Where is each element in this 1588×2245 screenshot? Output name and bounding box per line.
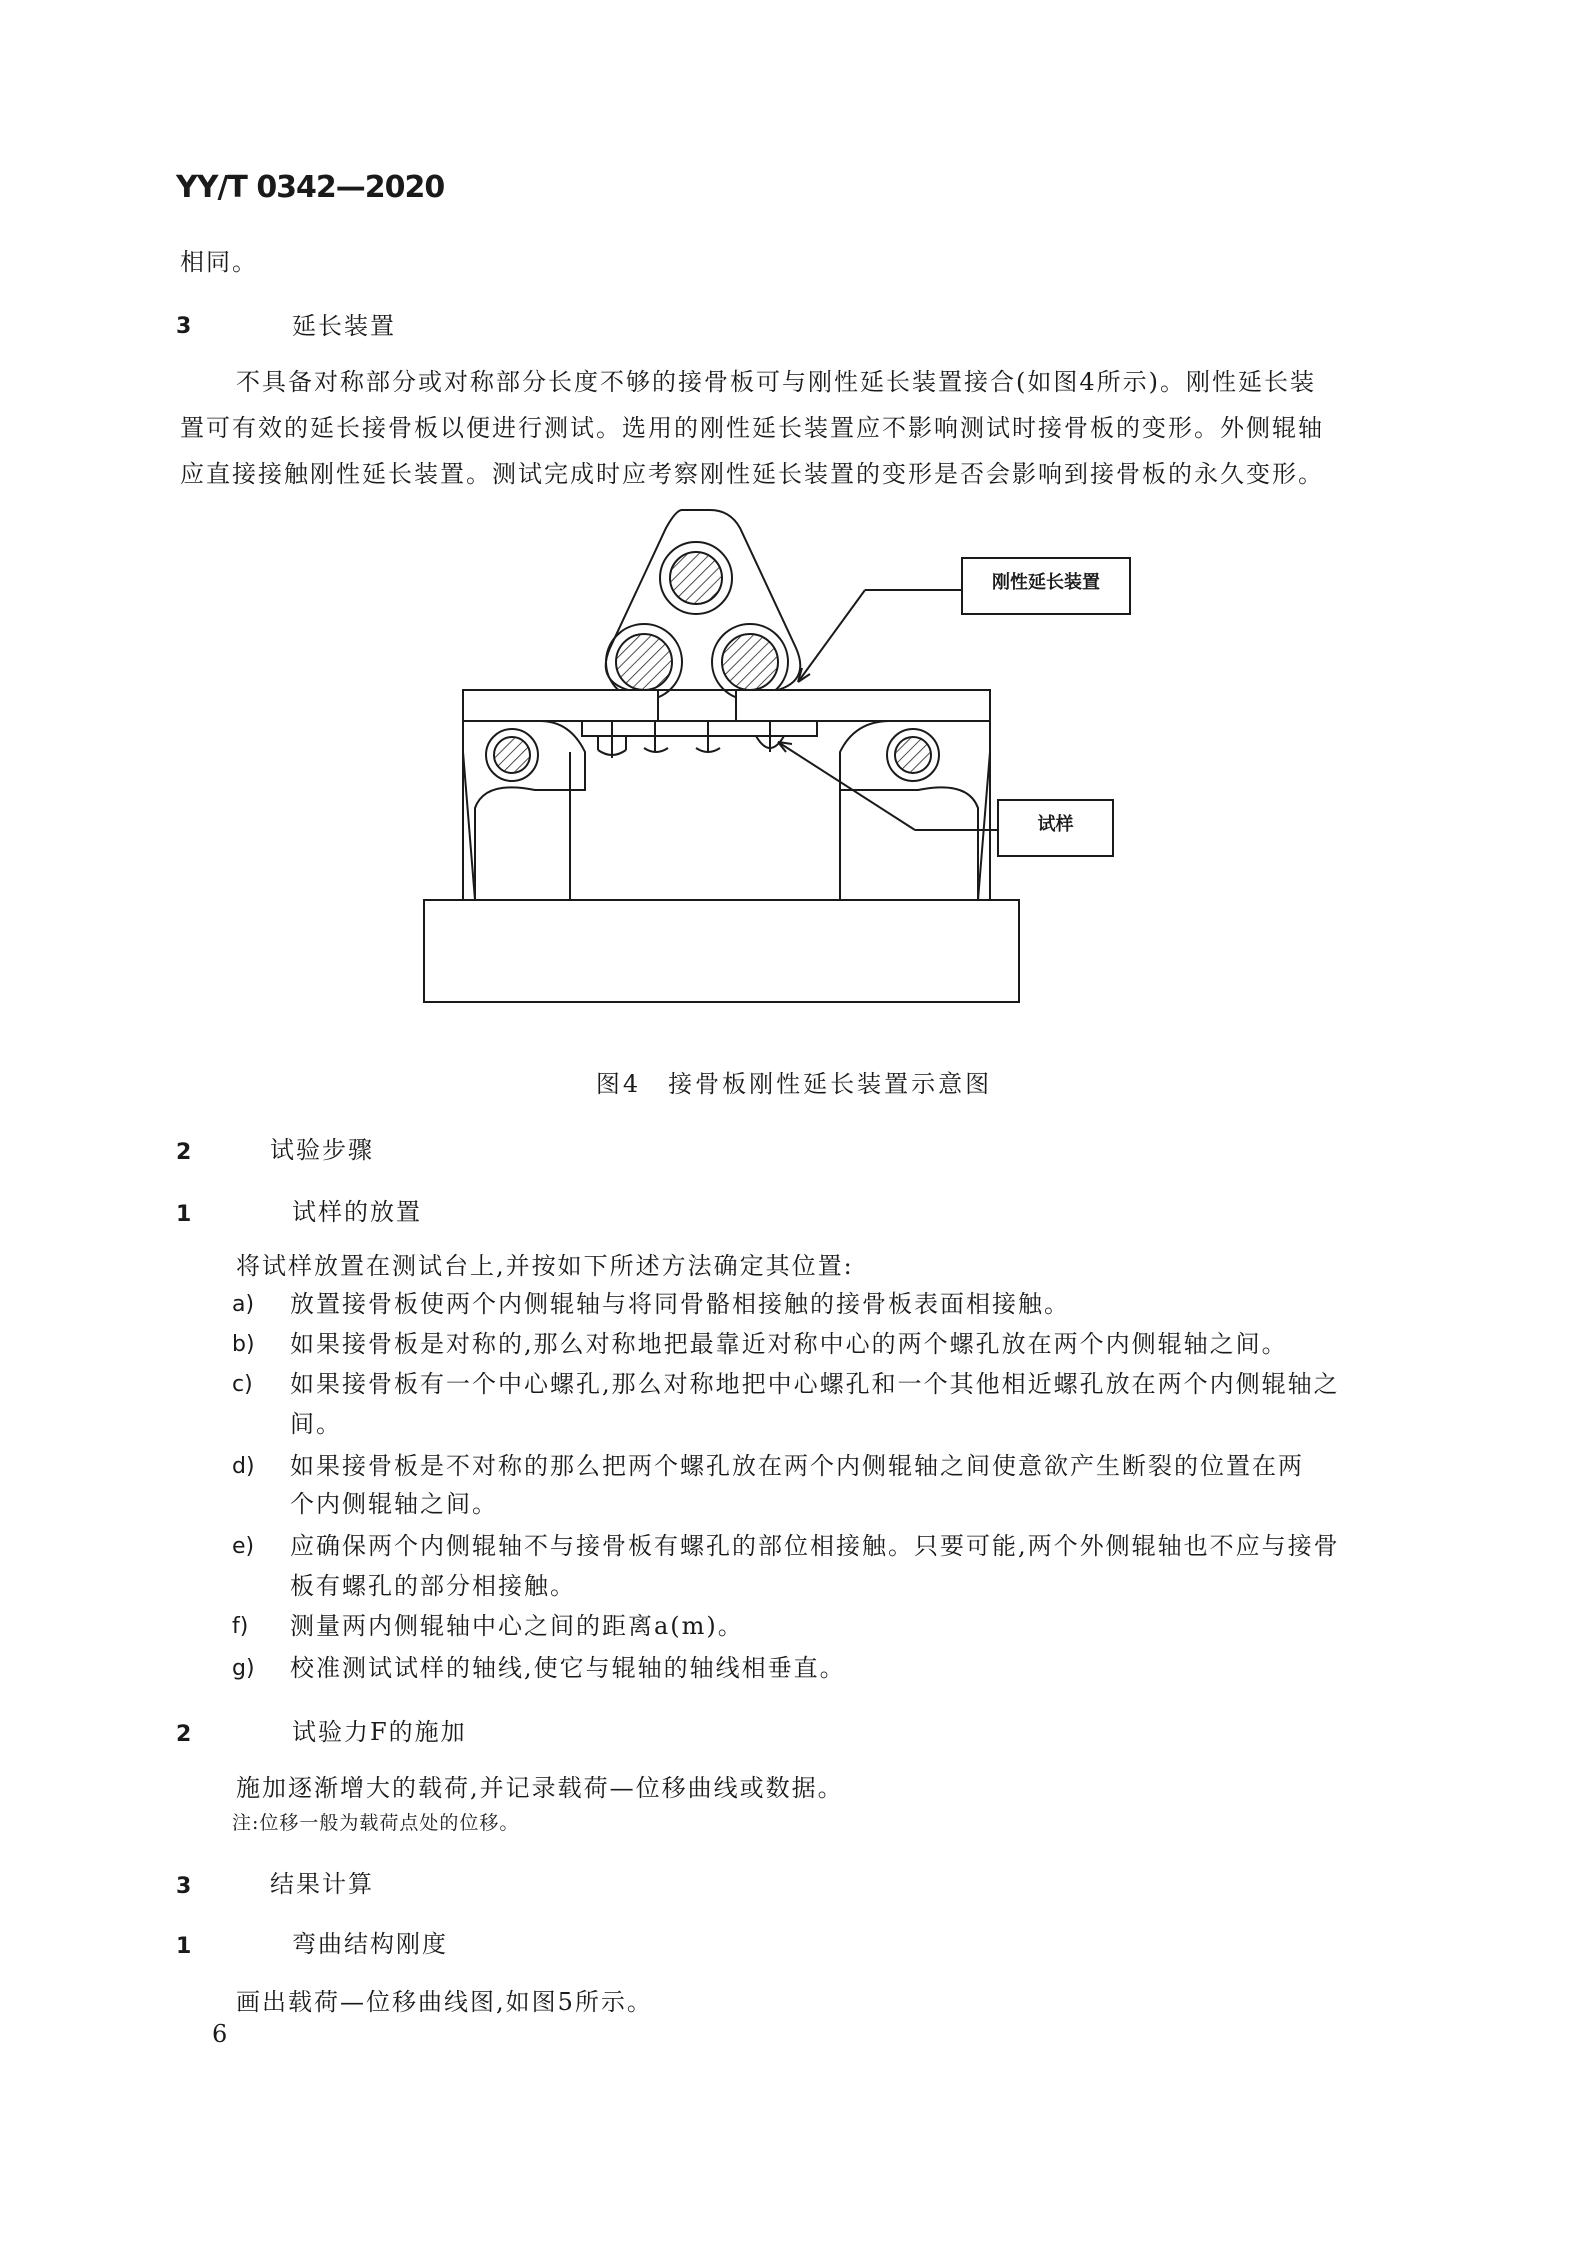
list-item-text: 应确保两个内侧辊轴不与接骨板有螺孔的部位相接触。只要可能,两个外侧辊轴也不应与接骨 <box>290 1532 1340 1560</box>
list-item-text: 板有螺孔的部分相接触。 <box>290 1572 576 1600</box>
list-item-label: f) <box>232 1614 249 1639</box>
section-number: 1 <box>176 1934 192 1959</box>
note-text: 注:位移一般为载荷点处的位移。 <box>232 1812 520 1834</box>
section-title: 试验步骤 <box>270 1136 374 1164</box>
callout-label-specimen: 试样 <box>1037 814 1074 835</box>
section-number: 1 <box>176 1202 192 1227</box>
section-title: 弯曲结构刚度 <box>292 1930 448 1958</box>
extension-plate-left <box>463 690 658 721</box>
list-item-text: 如果接骨板有一个中心螺孔,那么对称地把中心螺孔和一个其他相近螺孔放在两个内侧辊轴之 <box>290 1370 1340 1398</box>
list-item-label: c) <box>232 1372 253 1397</box>
paragraph-line: 不具备对称部分或对称部分长度不够的接骨板可与刚性延长装置接合(如图4所示)。刚性延长装 <box>236 368 1316 396</box>
list-item-label: b) <box>232 1332 255 1357</box>
list-item-text: 如果接骨板是不对称的那么把两个螺孔放在两个内侧辊轴之间使意欲产生断裂的位置在两 <box>290 1452 1304 1480</box>
specimen-plate <box>582 721 817 736</box>
page-number: 6 <box>212 2020 228 2048</box>
placement-intro: 将试样放置在测试台上,并按如下所述方法确定其位置: <box>236 1252 854 1280</box>
section-number: 2 <box>176 1722 192 1747</box>
paragraph-line: 置可有效的延长接骨板以便进行测试。选用的刚性延长装置应不影响测试时接骨板的变形。外侧辊轴 <box>180 414 1324 442</box>
list-item-text: 如果接骨板是对称的,那么对称地把最靠近对称中心的两个螺孔放在两个内侧辊轴之间。 <box>290 1330 1288 1358</box>
section-title: 试验力F的施加 <box>292 1718 467 1746</box>
figure-caption: 图4 接骨板刚性延长装置示意图 <box>595 1070 993 1098</box>
list-item-label: e) <box>232 1534 255 1559</box>
standard-code: YY/T 0342—2020 <box>176 170 445 205</box>
callout-label-extension: 刚性延长装置 <box>992 572 1100 593</box>
list-item-label: a) <box>232 1292 255 1317</box>
list-item-text: 放置接骨板使两个内侧辊轴与将同骨骼相接触的接骨板表面相接触。 <box>290 1290 1070 1318</box>
force-paragraph: 施加逐渐增大的载荷,并记录载荷—位移曲线或数据。 <box>236 1774 844 1802</box>
list-item-text: 个内侧辊轴之间。 <box>290 1490 498 1518</box>
list-item-label: d) <box>232 1454 255 1479</box>
extension-plate-right <box>736 690 990 721</box>
section-title: 结果计算 <box>270 1870 374 1898</box>
test-base <box>424 900 1019 1002</box>
section-title: 试样的放置 <box>292 1198 422 1226</box>
stiffness-paragraph: 画出载荷—位移曲线图,如图5所示。 <box>236 1988 653 2016</box>
list-item-text: 测量两内侧辊轴中心之间的距离a(m)。 <box>290 1612 744 1640</box>
paragraph-line: 应直接接触刚性延长装置。测试完成时应考察刚性延长装置的变形是否会影响到接骨板的永久变形。 <box>180 460 1324 488</box>
list-item-text: 校准测试试样的轴线,使它与辊轴的轴线相垂直。 <box>290 1654 846 1682</box>
continuation-text: 相同。 <box>180 248 258 276</box>
section-number: 2 <box>176 1140 192 1165</box>
list-item-text: 间。 <box>290 1410 342 1438</box>
section-number: 3 <box>176 314 192 339</box>
list-item-label: g) <box>232 1656 255 1681</box>
section-title: 延长装置 <box>292 312 396 340</box>
section-number: 3 <box>176 1874 192 1899</box>
